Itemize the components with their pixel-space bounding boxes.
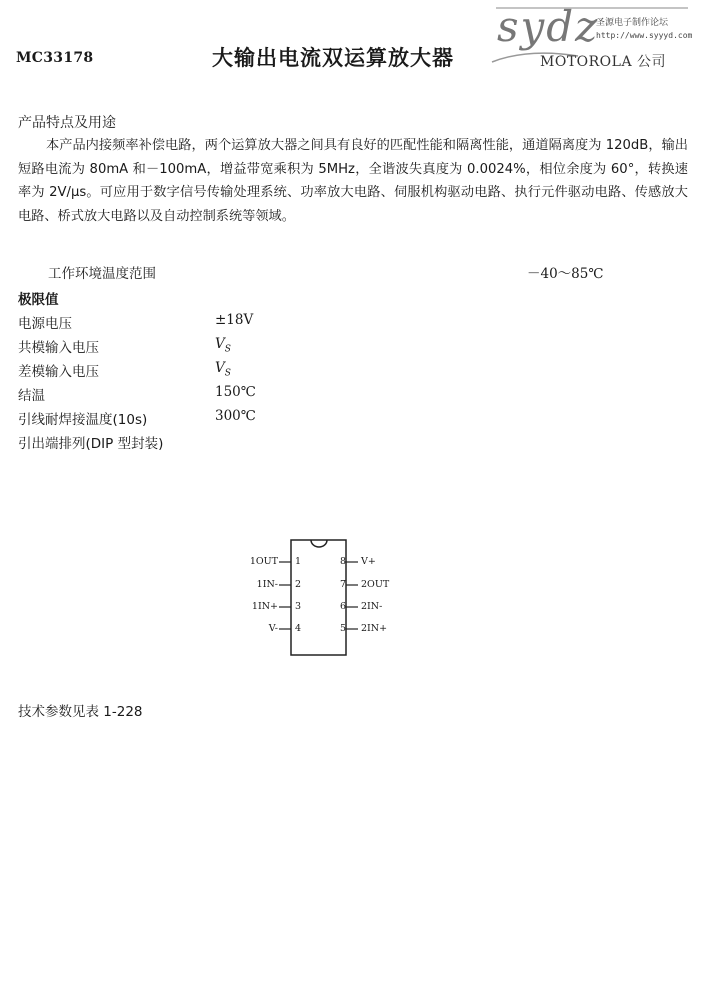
limit-label: 结温 bbox=[18, 388, 45, 404]
limit-label: 差模输入电压 bbox=[18, 364, 99, 380]
limit-value: 150℃ bbox=[215, 384, 256, 400]
pin-number: 2 bbox=[295, 579, 302, 590]
pin-number: 3 bbox=[295, 601, 302, 612]
pin-number: 6 bbox=[339, 601, 346, 612]
model-number: MC33178 bbox=[16, 50, 94, 66]
limit-label: 引线耐焊接温度(10s) bbox=[18, 412, 148, 428]
pin-label: 1IN+ bbox=[251, 601, 278, 612]
manufacturer: MOTOROLA 公司 bbox=[540, 54, 667, 70]
pin-number: 4 bbox=[295, 623, 302, 634]
limit-value: $V_S$ bbox=[215, 336, 231, 355]
pin-label: 2IN+ bbox=[361, 623, 388, 634]
watermark-url: http://www.syyyd.com bbox=[596, 31, 693, 40]
pin-number: 5 bbox=[339, 623, 346, 634]
pin-label: V+ bbox=[361, 556, 376, 567]
pin-label: 2OUT bbox=[361, 579, 390, 590]
limit-value: $V_S$ bbox=[215, 360, 231, 379]
pin-number: 7 bbox=[339, 579, 346, 590]
watermark-site-name: 圣源电子制作论坛 bbox=[596, 18, 669, 28]
features-heading: 产品特点及用途 bbox=[18, 115, 116, 131]
features-paragraph: 本产品内接频率补偿电路，两个运算放大器之间具有良好的匹配性能和隔离性能，通道隔离度为 120dB，输出短路电流为 80mA 和－100mA，增益带宽乘积为 5MHz，全谐波失真度为 0.0024%，相位余度为 60°，转换速率为 2V/μs。可应用于数字信号传输处理系统、功率放大电路、伺服机构驱动电路、执行元件驱动电路、传感放大电路、桥式放大电路以及自动控制系统等领域。 bbox=[18, 138, 688, 224]
temp-range-label: 工作环境温度范围 bbox=[48, 266, 156, 282]
watermark-logo: sydz bbox=[497, 2, 600, 51]
limit-label: 电源电压 bbox=[18, 316, 72, 332]
pin-number: 1 bbox=[295, 556, 302, 567]
pin-label: 2IN- bbox=[361, 601, 383, 612]
limits-heading: 极限值 bbox=[18, 292, 59, 308]
spec-table-reference: 技术参数见表 1-228 bbox=[18, 704, 143, 720]
limit-label: 共模输入电压 bbox=[18, 340, 99, 356]
pin-label: 1IN- bbox=[256, 579, 278, 590]
pin-label: 1OUT bbox=[249, 556, 278, 567]
limit-value: ±18V bbox=[215, 312, 254, 328]
limit-value: 300℃ bbox=[215, 408, 256, 424]
page-title: 大输出电流双运算放大器 bbox=[212, 46, 454, 70]
temp-range-value: －40～85℃ bbox=[527, 266, 604, 282]
ic-notch bbox=[311, 540, 327, 547]
pin-label: V- bbox=[268, 623, 278, 634]
pin-number: 8 bbox=[339, 556, 346, 567]
dip-package-diagram bbox=[235, 530, 415, 665]
pinout-heading: 引出端排列(DIP 型封装) bbox=[18, 436, 164, 452]
